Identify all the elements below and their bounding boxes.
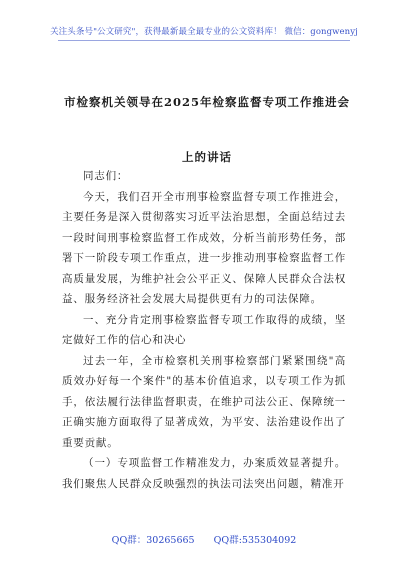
document-title: 市检察机关领导在2025年检察监督专项工作推进会上的讲话 — [63, 95, 350, 164]
footer-qq-group-2: QQ群:535304092 — [213, 535, 297, 546]
footer-qq-group-1: QQ群：30265665 — [111, 535, 195, 546]
paragraph-subsection: （一）专项监督工作精准发力，办案质效显著提升。我们聚焦人民群众反映强烈的执法司法突出问题，精准开 — [62, 457, 346, 490]
header-divider — [58, 40, 350, 41]
salutation: 同志们： — [83, 170, 129, 182]
section-heading: 一、充分肯定刑事检察监督专项工作取得的成绩，坚定做好工作的信心和决心 — [62, 313, 346, 346]
paragraph-intro: 今天，我们召开全市刑事检察监督专项工作推进会，主要任务是深入贯彻落实习近平法治思想，全面总结过去一段时间刑事检察监督工作成效，分析当前形势任务，部署下一阶段专项工作重点，进一步推动刑事检察监督工作高质量发展，为维护社会公平正义、保障人民群众合法权益、服务经济社会发展大局提供更有力的司法保障。 — [62, 190, 346, 305]
footer — [0, 532, 408, 546]
paragraph-review: 过去一年，全市检察机关刑事检察部门紧紧围绕"高质效办好每一个案件"的基本价值追求，以专项工作为抓手，依法履行法律监督职责，在维护司法公正、保障统一正确实施方面取得了显著成效，为平安、法治建设作出了重要贡献。 — [62, 354, 346, 449]
document-body — [62, 166, 346, 494]
header-note: 关注头条号"公文研究"，获得最新最全最专业的公文资料库！ 微信：gongwenyj — [50, 27, 358, 37]
